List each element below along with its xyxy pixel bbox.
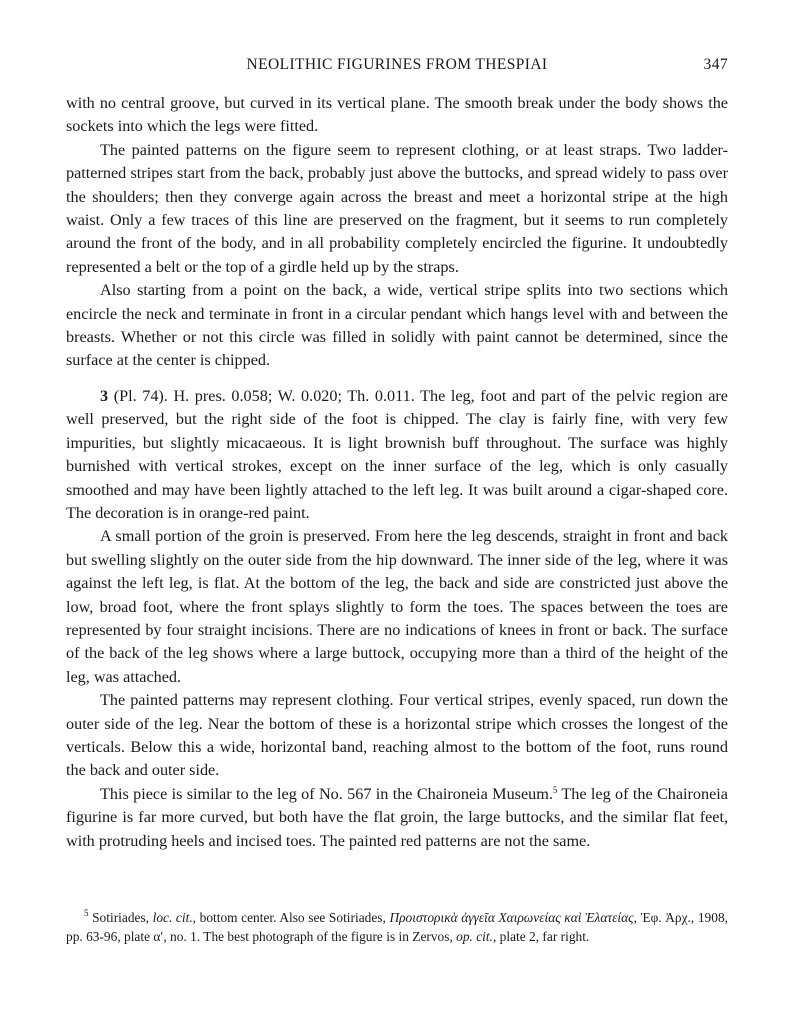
footnote-marker: 5: [84, 908, 89, 918]
paragraph: Also starting from a point on the back, a wide, vertical stripe splits into two sections which encircle the neck and terminate in front in a circular pendant which hangs level with and between the breasts. Whether or not this circle was filled in solidly with paint cannot be determined, since the surface at the center is chipped.: [66, 281, 728, 370]
main-text: [66, 92, 728, 853]
paragraph: The painted patterns on the figure seem to represent clothing, or at least straps. Two ladder-patterned stripes start from the back, probably just above the buttocks, and spread widely to pass over the shoulders; then they converge again across the breast and meet a horizontal stripe at the high waist. Only a few traces of this line are preserved on the fragment, but it seems to run completely around the front of the body, and in all probability completely encircled the figurine. It undoubtedly represented a belt or the top of a girdle held up by the straps.: [66, 140, 728, 276]
paragraph-text: The leg of the Chaironeia figurine is far more curved, but both have the flat groin, the large buttocks, and the similar flat feet, with protruding heels and incised toes. The painted red patterns are not the same.: [66, 784, 728, 850]
footnote-text: , bottom center. Also see Sotiriades,: [192, 910, 390, 925]
footnote: [66, 908, 728, 946]
catalogue-entry: [66, 385, 728, 525]
footnote-citation: op. cit.: [456, 929, 493, 944]
footnote-greek-title: Προιστορικὰ ἀγγεῖα Χαιρωνείας καὶ Ἐλατείας: [389, 910, 634, 925]
catalogue-entry-text: (Pl. 74). H. pres. 0.058; W. 0.020; Th. 0.011. The leg, foot and part of the pelvic region are well preserved, but the right side of the foot is chipped. The clay is fairly fine, with very few impurities, but slightly micacaeous. It is light brownish buff throughout. The surface was highly burnished with vertical strokes, except on the inner surface of the leg, which is only casually smoothed and may have been lightly attached to the left leg. It was built around a cigar-shaped core. The decoration is in orange-red paint.: [66, 386, 728, 522]
footnote-text: ,: [633, 910, 641, 925]
paragraph: The painted patterns may represent clothing. Four vertical stripes, evenly spaced, run down the outer side of the leg. Near the bottom of these is a horizontal stripe which crosses the longest of the verticals. Below this a wide, horizontal band, reaching almost to the bottom of the foot, runs round the back and outer side.: [66, 691, 728, 780]
footnote-text: , 1908, pp. 63-96, plate α′, no. 1. The best photograph of the figure is in Zervos,: [66, 910, 728, 944]
paragraph: [66, 783, 728, 853]
page-number: 347: [703, 56, 728, 73]
running-title: NEOLITHIC FIGURINES FROM THESPIAI: [246, 56, 548, 73]
footnote-reference: 5: [552, 784, 558, 795]
footnote-text: Sotiriades,: [92, 910, 153, 925]
paragraph: A small portion of the groin is preserved. From here the leg descends, straight in front and back but swelling slightly on the outer side from the hip downward. The inner side of the leg, where it was against the left leg, is flat. At the bottom of the leg, the back and side are constricted just above the low, broad foot, where the front splays slightly to form the toes. The spaces between the toes are represented by four straight incisions. There are no indications of knees in front or back. The surface of the back of the leg shows where a large buttock, occupying more than a third of the height of the leg, was attached.: [66, 527, 728, 686]
footnote-journal: Ἐφ. Ἀρχ.: [640, 910, 691, 925]
catalogue-number: 3: [100, 386, 109, 405]
footnote-citation: loc. cit.: [152, 910, 193, 925]
footnote-text: , plate 2, far right.: [492, 929, 590, 944]
paragraph-text: This piece is similar to the leg of No. 567 in the Chaironeia Museum.: [100, 784, 553, 803]
running-header: [66, 56, 728, 78]
paragraph: with no central groove, but curved in its vertical plane. The smooth break under the body shows the sockets into which the legs were fitted.: [66, 94, 728, 136]
